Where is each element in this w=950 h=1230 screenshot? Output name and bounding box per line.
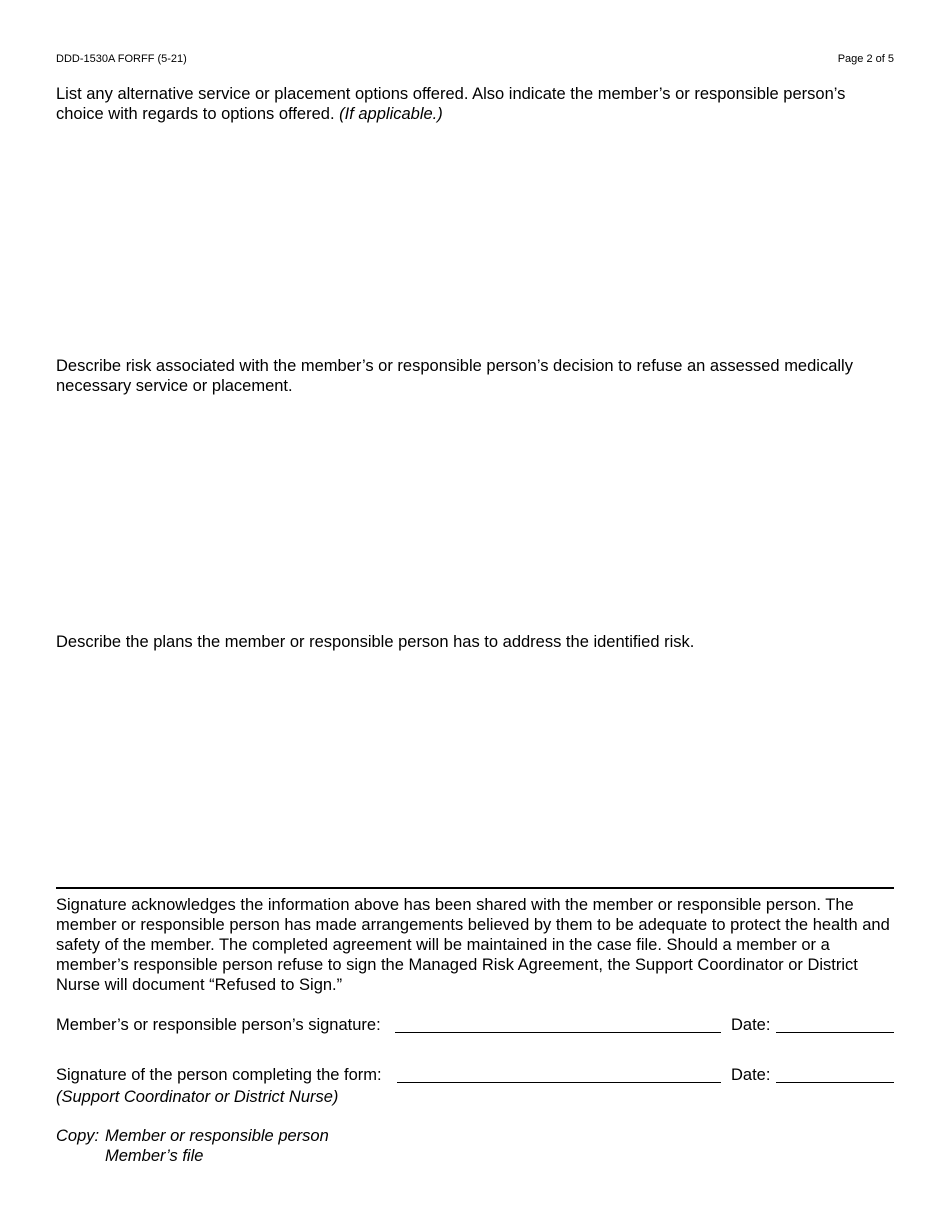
page-number: Page 2 of 5 bbox=[837, 53, 894, 65]
completer-date-field[interactable] bbox=[776, 1065, 894, 1083]
member-signature-label: Member’s or responsible person’s signature: bbox=[56, 1016, 381, 1034]
completer-signature-row bbox=[56, 1065, 894, 1087]
question-alternative-options-note: (If applicable.) bbox=[339, 105, 443, 123]
member-signature-row bbox=[56, 1015, 894, 1037]
member-signature-field[interactable] bbox=[395, 1015, 721, 1033]
question-risk-plans: Describe the plans the member or responsible person has to address the identified risk. bbox=[56, 633, 695, 651]
form-id: DDD-1530A FORFF (5-21) bbox=[56, 53, 187, 65]
member-date-field[interactable] bbox=[776, 1015, 894, 1033]
acknowledgement-text: Signature acknowledges the information above has been shared with the member or responsible person. The member or responsible person has made arrangements believed by them to be adequate to protect the health and safety of the member. The completed agreement will be maintained in the case file. Should a member or a member’s responsible person refuse to sign the Managed Risk Agreement, the Support Coordinator or District Nurse will document “Refused to Sign.” bbox=[56, 896, 890, 994]
question-alternative-options-prompt: List any alternative service or placement options offered. Also indicate the member’s or responsible person’s choice with regards to options offered. bbox=[56, 85, 846, 123]
copy-recipient-file: Member’s file bbox=[105, 1147, 204, 1165]
answer-risk-plans-field[interactable] bbox=[56, 656, 894, 876]
answer-risk-description-field[interactable] bbox=[56, 400, 894, 620]
answer-alternative-options-field[interactable] bbox=[56, 128, 894, 348]
completer-signature-label: Signature of the person completing the form: bbox=[56, 1066, 382, 1084]
section-divider bbox=[56, 887, 894, 889]
question-alternative-options bbox=[56, 84, 896, 124]
question-risk-description: Describe risk associated with the member’s or responsible person’s decision to refuse an assessed medically necessary service or placement. bbox=[56, 357, 853, 395]
member-date-label: Date: bbox=[731, 1016, 771, 1034]
completer-role-note: (Support Coordinator or District Nurse) bbox=[56, 1088, 339, 1106]
copy-recipient-member: Member or responsible person bbox=[105, 1127, 329, 1145]
completer-signature-field[interactable] bbox=[397, 1065, 721, 1083]
completer-date-label: Date: bbox=[731, 1066, 771, 1084]
copy-label: Copy: bbox=[56, 1127, 100, 1145]
